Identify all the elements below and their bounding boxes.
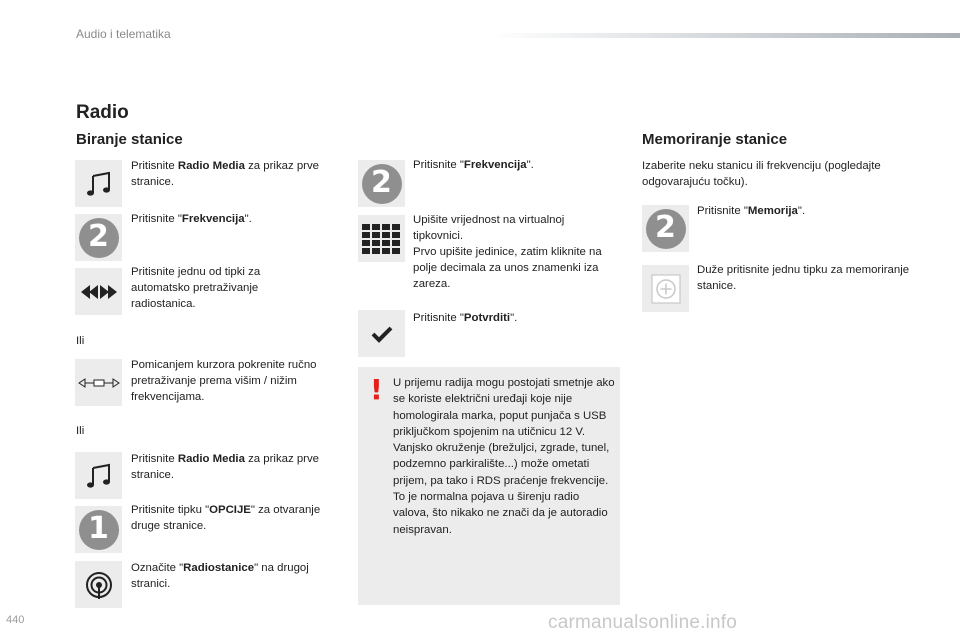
step-frekvencija-left: Pritisnite "Frekvencija". [131,213,252,225]
page-number: 440 [6,614,25,626]
step-badge-1: 1 [75,506,122,553]
heading-biranje-stanice: Biranje stanice [76,131,183,148]
section-title: Audio i telematika [76,27,171,41]
heading-memoriranje-stanice: Memoriranje stanice [642,131,788,148]
step-radiostanice: Označite "Radiostanice" na drugoj stranici. [131,562,309,590]
step-radio-media-1: Pritisnite Radio Media za prikaz prve stranice. [131,160,320,188]
step-badge-2: 2 [75,214,122,261]
step-memorija: Pritisnite "Memorija". [697,205,806,217]
step-potvrditi: Pritisnite "Potvrditi". [413,312,518,324]
step-badge-2-middle: 2 [358,160,405,207]
step-radio-media-2: Pritisnite Radio Media za prikaz prve stranice. [131,453,320,481]
virtual-keypad-icon [358,215,405,262]
music-note-icon-2 [75,452,122,499]
watermark: carmanualsonline.info [548,612,738,633]
ili-label-1: Ili [76,335,85,347]
music-note-icon [75,160,122,207]
step-badge-2-right: 2 [642,205,689,252]
checkmark-icon [358,310,405,357]
step-memoriranje-tipka: Duže pritisnite jednu tipku za memoriranje stanice. [697,264,910,292]
frequency-slider-icon [75,359,122,406]
warning-exclamation-icon: ! [370,373,383,406]
warning-text: U prijemu radija mogu postojati smetnje ako se koriste električni uređaji koje nije homologirala marka, poput punjača s USB priključkom spojenim na utičnicu 12 V. Vanjsko okruženje (brežuljci, zgrade, tunel, podzemno parkiralište...) može ometati prijem, pa tako i RDS praćenje frekvencije. To je normalna pojava u širenju radio valova, što nikako ne znači da je autoradio neispravan. [393,377,615,536]
step-automatsko-pretrazivanje: Pritisnite jednu od tipki za automatsko pretraživanje radiostanica. [131,266,261,310]
step-opcije: Pritisnite tipku "OPCIJE" za otvaranje druge stranice. [131,504,321,532]
step-virtualna-tipkovnica: Upišite vrijednost na virtualnoj tipkovnici. Prvo upišite jedinice, zatim kliknite na polje decimala za unos znamenki iza zareza. [413,214,602,290]
radio-station-icon [75,561,122,608]
memoriranje-intro: Izaberite neku stanicu ili frekvenciju (pogledajte odgovarajuću točku). [642,160,881,188]
header-gradient-bar [490,33,960,38]
step-rucno-pretrazivanje: Pomicanjem kurzora pokrenite ručno pretraživanje prema višim / nižim frekvencijama. [131,359,317,403]
step-frekvencija-middle: Pritisnite "Frekvencija". [413,159,534,171]
page-title: Radio [76,102,129,123]
memory-preset-icon [642,265,689,312]
seek-buttons-icon [75,268,122,315]
ili-label-2: Ili [76,425,85,437]
